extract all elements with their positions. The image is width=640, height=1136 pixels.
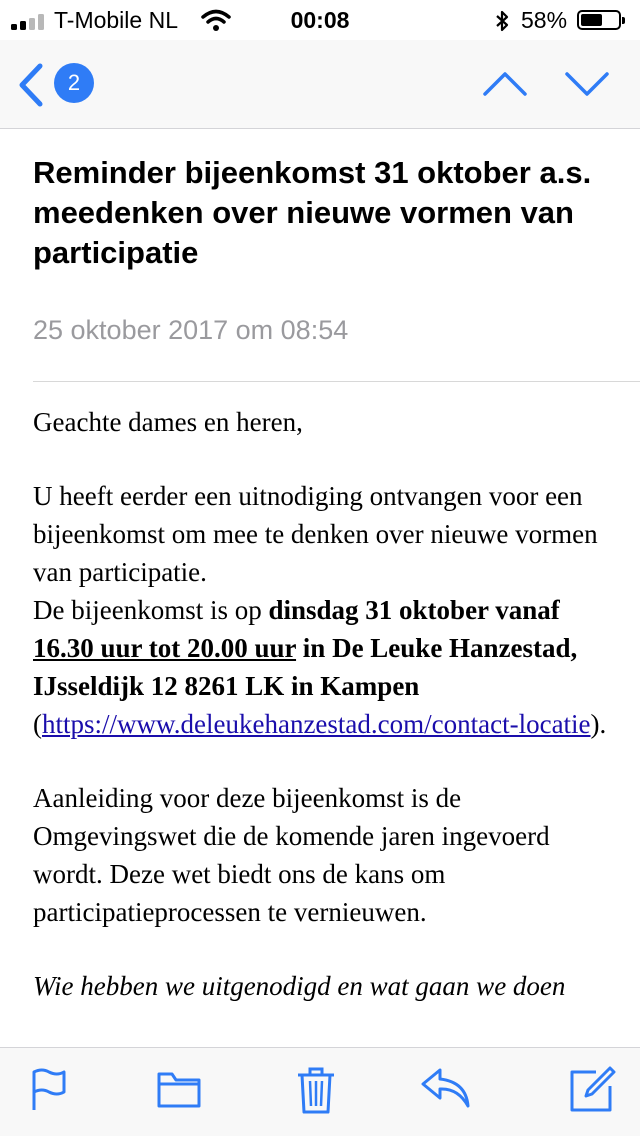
flag-icon[interactable]: [30, 1066, 68, 1112]
paragraph-heading-italic: [33, 967, 618, 1005]
folder-icon[interactable]: [156, 1066, 202, 1112]
paragraph-invitation: U heeft eerder een uitnodiging ontvangen voor een bijeenkomst om mee te denken over nieuwe vormen van participatie. De bijeenkomst is op dinsdag 31 oktober vanaf 16.30 uur tot 20.00 uur in De Leuke Hanzestad, IJsseldijk 12 8261 LK in Kampen (https://www.deleukehanzestad.com/contact-locatie).: [33, 481, 607, 739]
invitation-text: U heeft eerder een uitnodiging ontvangen voor een bijeenkomst om mee te denken over nieuwe vormen van participatie.: [33, 481, 598, 587]
email-subject: Reminder bijeenkomst 31 oktober a.s. meedenken over nieuwe vormen van participatie: [33, 155, 592, 270]
greeting: Geachte dames en heren,: [33, 407, 303, 437]
unread-count-badge[interactable]: 2: [54, 63, 94, 103]
email-date: 25 oktober 2017 om 08:54: [33, 315, 349, 345]
reply-icon[interactable]: [420, 1066, 472, 1110]
battery-fill: [581, 14, 602, 26]
bottom-toolbar: [0, 1047, 640, 1136]
paragraph-reason: Aanleiding voor deze bijeenkomst is de Omgevingswet die de komende jaren ingevoerd wordt. Deze wet biedt ons de kans om participatieprocessen te vernieuwen.: [33, 783, 550, 927]
italic-heading: Wie hebben we uitgenodigd en wat gaan we doen: [33, 971, 566, 1001]
clock: 00:08: [290, 7, 350, 33]
previous-message-icon[interactable]: [482, 70, 528, 98]
status-bar: [0, 0, 640, 40]
back-chevron-icon[interactable]: [14, 62, 50, 108]
compose-icon[interactable]: [568, 1066, 616, 1114]
meeting-day: dinsdag 31 oktober vanaf: [268, 595, 560, 625]
email-body: [33, 403, 618, 1041]
battery-percent: 58%: [521, 7, 568, 33]
battery-icon: [577, 10, 621, 30]
bluetooth-icon: [494, 9, 510, 33]
carrier-name: T-Mobile NL: [54, 7, 178, 33]
meeting-location: in De Leuke Hanzestad, IJsseldijk 12 8261 LK in Kampen: [33, 633, 578, 701]
meeting-time: 16.30 uur tot 20.00 uur: [33, 633, 297, 663]
trash-icon[interactable]: [296, 1066, 336, 1116]
meeting-prefix: De bijeenkomst is op: [33, 595, 269, 625]
location-link[interactable]: https://www.deleukehanzestad.com/contact-locatie: [42, 709, 591, 739]
navigation-bar: [0, 40, 640, 129]
divider: [33, 381, 640, 382]
next-message-icon[interactable]: [564, 70, 610, 98]
